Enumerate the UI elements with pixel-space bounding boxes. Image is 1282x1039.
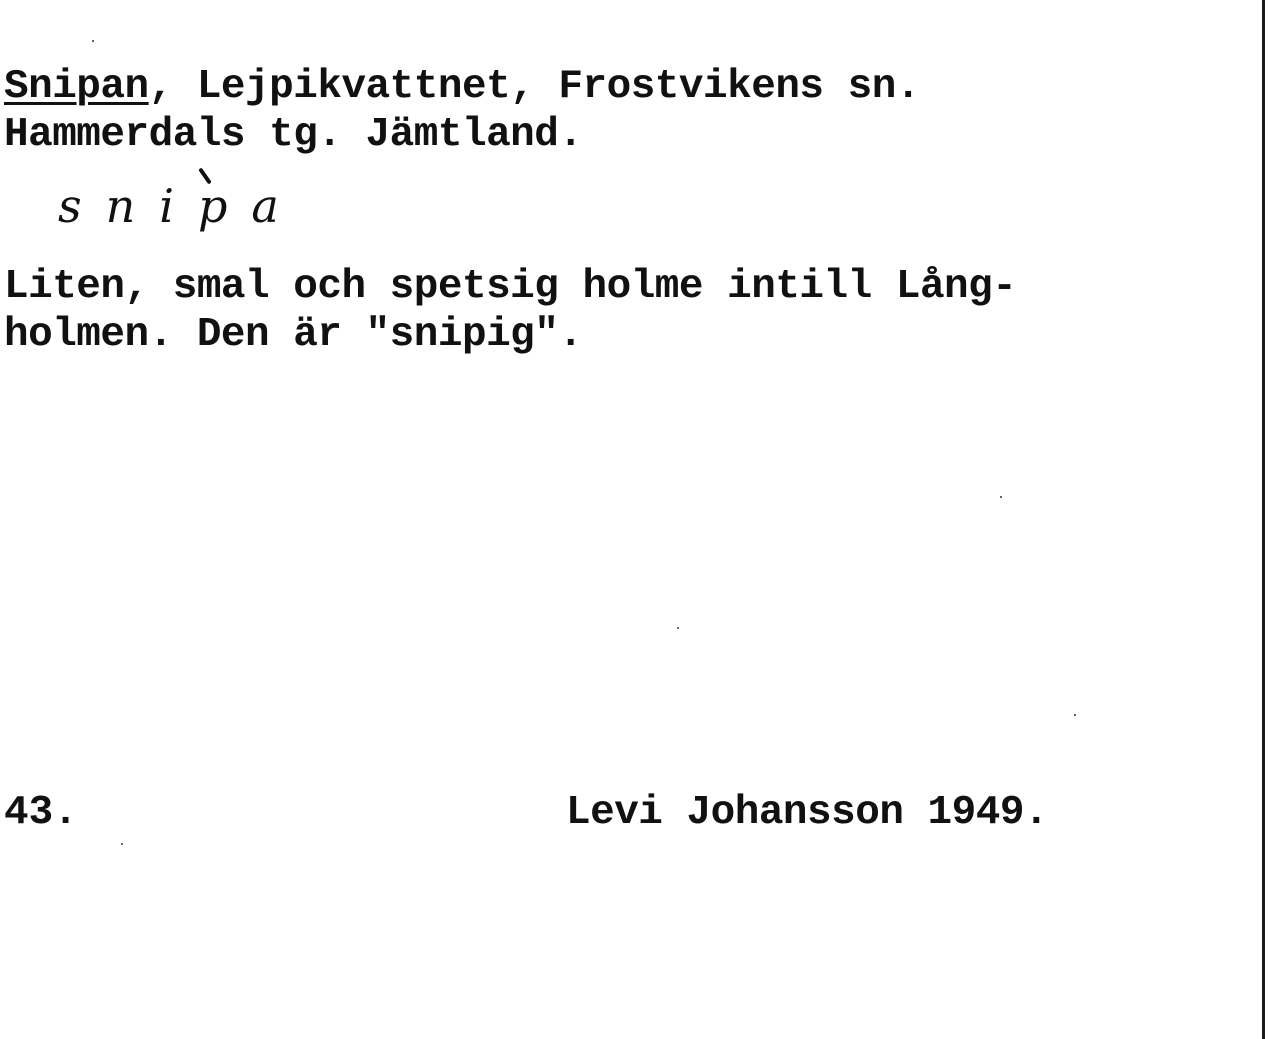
author-and-year: Levi Johansson 1949. (566, 790, 1049, 836)
phonetic-transcription: snipa (58, 179, 303, 233)
location-text: , Lejpikvattnet, Frostvikens sn. (148, 64, 920, 110)
description-line-1: Liten, smal och spetsig holme intill Lång- (4, 264, 1017, 310)
paper-speck (1074, 714, 1076, 716)
paper-speck (1000, 496, 1002, 498)
card-number: 43. (4, 790, 78, 836)
headword: Snipan (4, 64, 149, 110)
paper-speck (92, 40, 94, 42)
card-edge-line (1262, 0, 1265, 1039)
district-line: Hammerdals tg. Jämtland. (4, 112, 583, 158)
paper-speck (121, 843, 123, 845)
description-line-2: holmen. Den är "snipig". (4, 312, 583, 358)
paper-speck (677, 627, 679, 629)
heading-line (4, 64, 920, 110)
